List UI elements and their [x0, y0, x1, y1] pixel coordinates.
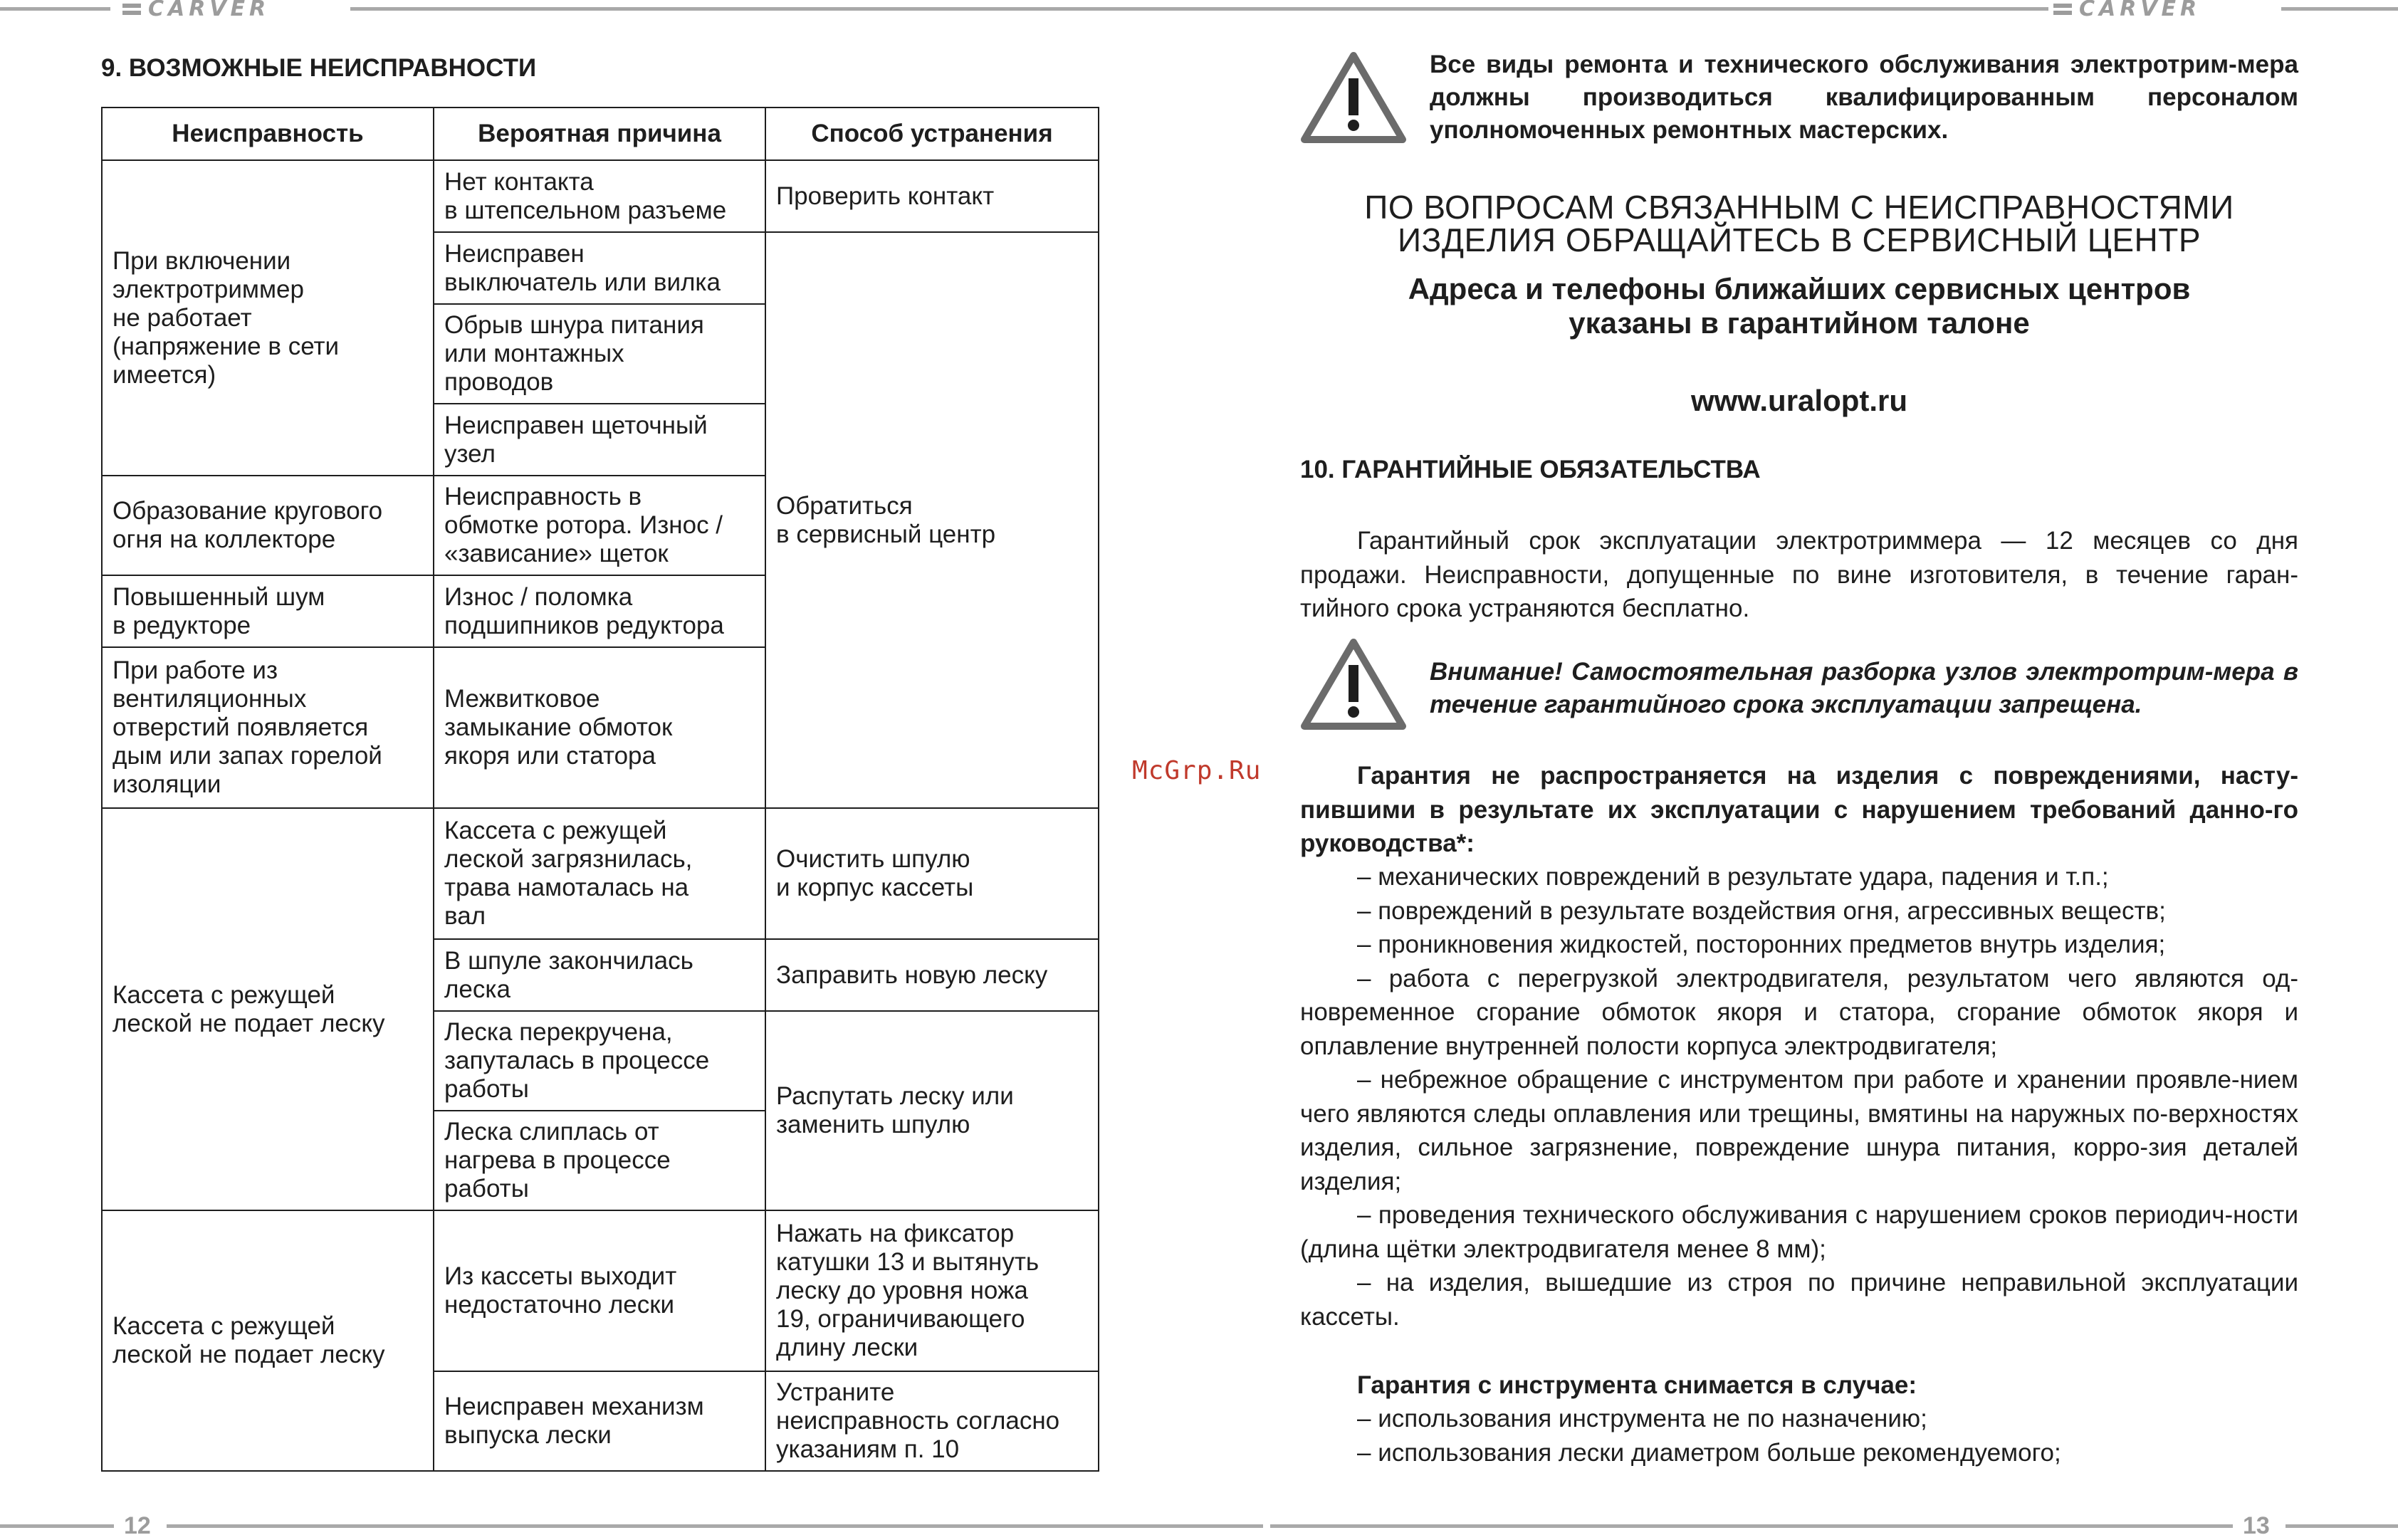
cause-cell: Неисправен механизм выпуска лески [434, 1371, 765, 1471]
list-item: – работа с перегрузкой электродвигателя, результатом чего являются од-новременное сгорание обмоток якоря и статора, сгорание обмоток якоря и оплавление внутренней полости корпуса электродвигателя; [1300, 964, 2298, 1060]
fault-cell: При работе из вентиляционных отверстий появляется дым или запах горелой изоляции [102, 647, 434, 808]
removal-list [1300, 1402, 2298, 1470]
service-heading-line: ПО ВОПРОСАМ СВЯЗАННЫМ С НЕИСПРАВНОСТЯМИ [1364, 189, 2234, 226]
page-number-left: 12 [124, 1512, 151, 1539]
page-number-right: 13 [2243, 1512, 2270, 1539]
list-item: – использования лески диаметром больше рекомендуемого; [1357, 1438, 2061, 1467]
faults-table [101, 107, 1099, 1472]
cause-cell: Износ / поломка подшипников редуктора [434, 575, 765, 647]
list-item: – механических повреждений в результате удара, падения и т.п.; [1357, 863, 2109, 891]
exclusions-intro: Гарантия не распространяется на изделия с повреждениями, насту-пившими в результате их эксплуатации с нарушением требований данно-го руководства*: [1300, 762, 2298, 857]
table-row [102, 160, 1099, 232]
header-rule-left [0, 7, 110, 11]
brand-logo-right [2053, 0, 2201, 19]
footer-rule-right-a [1270, 1524, 2233, 1528]
warning-triangle-icon [1300, 638, 1407, 730]
fault-cell: Кассета с режущей леской не подает леску [102, 808, 434, 1210]
cause-cell: Неисправен выключатель или вилка [434, 232, 765, 304]
list-item: – использования инструмента не по назначению; [1357, 1405, 1927, 1432]
watermark-text: McGrp.Ru [1132, 756, 1262, 785]
footer-rule-left-a [0, 1524, 114, 1528]
list-item: – небрежное обращение с инструментом при работе и хранении проявле-нием чего являются следы оплавления или трещины, вмятины на наружных по-верхностях изделия, сильное загрязнение, повреждение шнура питания, корро-зия деталей изделия; [1300, 1066, 2298, 1195]
remedy-cell: Проверить контакт [765, 160, 1099, 232]
remedy-cell: Устраните неисправность согласно указаниям п. 10 [765, 1371, 1099, 1471]
fault-cell: Образование кругового огня на коллекторе [102, 476, 434, 575]
section-title-warranty: 10. ГАРАНТИЙНЫЕ ОБЯЗАТЕЛЬСТВА [1300, 456, 1761, 483]
remedy-cell: Распутать леску или заменить шпулю [765, 1011, 1099, 1210]
brand-mark-icon [2053, 2, 2072, 16]
brand-text: CARVER [2079, 0, 2201, 21]
section-title-faults: 9. ВОЗМОЖНЫЕ НЕИСПРАВНОСТИ [101, 54, 537, 82]
column-header: Способ устранения [765, 108, 1099, 160]
remedy-cell: Заправить новую леску [765, 939, 1099, 1011]
table-row [102, 1210, 1099, 1371]
fault-cell: Повышенный шум в редукторе [102, 575, 434, 647]
column-header: Вероятная причина [434, 108, 765, 160]
header-rule-right [2281, 7, 2398, 11]
warning-repair-text: Все виды ремонта и технического обслуживания электротрим-мера должны производиться квалифицированным персоналом уполномоченных ремонтных мастерских. [1430, 51, 2298, 144]
brand-text: CARVER [148, 0, 271, 21]
table-row [102, 808, 1099, 939]
list-item: – повреждений в результате воздействия огня, агрессивных веществ; [1357, 896, 2166, 925]
website-link[interactable]: www.uralopt.ru [1690, 384, 1908, 417]
remedy-cell: Очистить шпулю и корпус кассеты [765, 808, 1099, 939]
footer-rule-left-b [167, 1524, 1263, 1528]
service-heading [1300, 191, 2298, 256]
header-rule-center [350, 7, 2048, 11]
cause-cell: Неисправен щеточный узел [434, 404, 765, 476]
fault-cell: При включении электротриммер не работает (напряжение в сети имеется) [102, 160, 434, 476]
list-item: – проникновения жидкостей, посторонних предметов внутрь изделия; [1357, 931, 2166, 958]
service-subheading-line: указаны в гарантийном талоне [1569, 306, 2030, 340]
cause-cell: Леска слиплась от нагрева в процессе работы [434, 1111, 765, 1210]
removal-title: Гарантия с инструмента снимается в случае: [1357, 1371, 1917, 1399]
warning-triangle-icon [1300, 51, 1407, 144]
cause-cell: В шпуле закончилась леска [434, 939, 765, 1011]
table-header-row [102, 108, 1099, 160]
fault-cell: Кассета с режущей леской не подает леску [102, 1210, 434, 1471]
cause-cell: Из кассеты выходит недостаточно лески [434, 1210, 765, 1371]
brand-logo-left [122, 0, 270, 19]
service-subheading [1300, 272, 2298, 340]
cause-cell: Леска перекручена, запуталась в процессе работы [434, 1011, 765, 1111]
remedy-cell: Обратиться в сервисный центр [765, 232, 1099, 808]
warning-attention-text: Внимание! Самостоятельная разборка узлов электротрим-мера в течение гарантийного срока эксплуатации запрещена. [1430, 658, 2298, 718]
remedy-cell: Нажать на фиксатор катушки 13 и вытянуть леску до уровня ножа 19, ограничивающего длину лески [765, 1210, 1099, 1371]
brand-mark-icon [122, 2, 141, 16]
service-subheading-line: Адреса и телефоны ближайших сервисных центров [1408, 272, 2191, 305]
cause-cell: Кассета с режущей леской загрязнилась, трава намоталась на вал [434, 808, 765, 939]
exclusions-list [1300, 860, 2298, 1334]
warranty-paragraph: Гарантийный срок эксплуатации электротриммера — 12 месяцев со дня продажи. Неисправности, допущенные по вине изготовителя, в течение гаран-тийного срока устраняются бесплатно. [1300, 527, 2298, 622]
list-item: – на изделия, вышедшие из строя по причине неправильной эксплуатации кассеты. [1300, 1269, 2298, 1331]
cause-cell: Межвитковое замыкание обмоток якоря или статора [434, 647, 765, 808]
column-header: Неисправность [102, 108, 434, 160]
cause-cell: Неисправность в обмотке ротора. Износ / «зависание» щеток [434, 476, 765, 575]
cause-cell: Нет контакта в штепсельном разъеме [434, 160, 765, 232]
list-item: – проведения технического обслуживания с нарушением сроков периодич-ности (длина щётки электродвигателя менее 8 мм); [1300, 1201, 2298, 1263]
footer-rule-right-b [2286, 1524, 2398, 1528]
service-heading-line: ИЗДЕЛИЯ ОБРАЩАЙТЕСЬ В СЕРВИСНЫЙ ЦЕНТР [1397, 221, 2201, 258]
cause-cell: Обрыв шнура питания или монтажных проводов [434, 304, 765, 404]
